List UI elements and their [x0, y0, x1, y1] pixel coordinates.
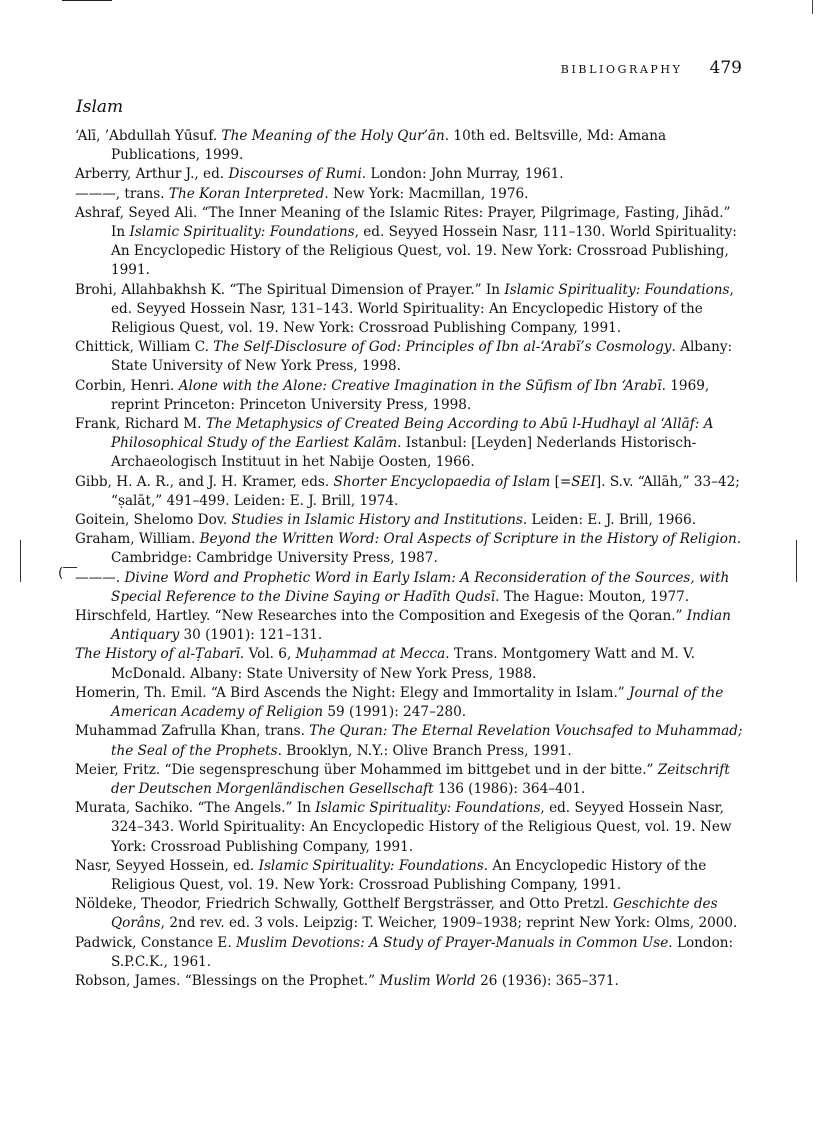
entry-text: . Leiden: E. J. Brill, 1966.	[522, 512, 697, 529]
left-crop-mark	[20, 540, 21, 582]
entry-text: , ed. Seyyed Hossein Nasr, 324–343. World Spirituality: An Encyclopedic History of the Religious Quest, vol. 19. New York: Crossroad Publishing Company, 1991.	[111, 800, 732, 855]
entry-text: , 2nd rev. ed. 3 vols. Leipzig: T. Weicher, 1909–1938; reprint New York: Olms, 2000.	[160, 915, 738, 932]
entry-title-italic: The Meaning of the Holy Qur’ān	[221, 128, 445, 144]
bibliography-entry	[75, 511, 743, 530]
entry-text: Padwick, Constance E.	[75, 934, 237, 951]
bibliography-list	[75, 127, 743, 991]
entry-text: Meier, Fritz. “Die segenspreschung über Mohammed im bittgebet und in der bitte.”	[75, 761, 658, 778]
entry-title-italic: The Self-Disclosure of God: Principles of Ibn al-‘Arabī’s Cosmology	[213, 339, 672, 356]
entry-text: . 10th ed. Beltsville, Md: Amana Publications, 1999.	[111, 128, 667, 164]
scan-artifact: (‾‾	[58, 565, 77, 581]
bibliography-entry	[75, 338, 743, 376]
entry-text: . Vol. 6,	[239, 646, 296, 663]
bibliography-entry	[75, 799, 743, 857]
bibliography-entry	[75, 645, 743, 683]
bibliography-entry	[75, 722, 743, 760]
entry-text: . Cambridge: Cambridge University Press, 1987.	[111, 531, 742, 567]
entry-title-italic: SEI	[571, 473, 596, 490]
entry-text: ‘Alī, ’Abdullah Yūsuf.	[75, 128, 222, 144]
entry-title-italic: Islamic Spirituality: Foundations	[315, 800, 541, 817]
entry-title-italic: Indian Antiquary	[111, 608, 731, 644]
entry-text: Hirschfeld, Hartley. “New Researches into the Composition and Exegesis of the Qoran.”	[75, 608, 687, 625]
bibliography-entry	[75, 530, 743, 568]
entry-text: 59 (1991): 247–280.	[323, 704, 467, 721]
entry-text: 26 (1936): 365–371.	[475, 972, 619, 989]
entry-text: Muhammad Zafrulla Khan, trans.	[75, 723, 310, 740]
entry-text: Robson, James. “Blessings on the Prophet.”	[75, 972, 380, 989]
entry-text: ———, trans.	[75, 185, 169, 202]
bibliography-entry	[75, 857, 743, 895]
entry-text: Gibb, H. A. R., and J. H. Kramer, eds.	[75, 473, 334, 490]
entry-title-italic: Zeitschrift der Deutschen Morgenländischen Gesellschaft	[111, 761, 730, 797]
entry-text: Nöldeke, Theodor, Friedrich Schwally, Gotthelf Bergsträsser, and Otto Pretzl.	[75, 896, 614, 913]
bibliography-entry	[75, 895, 743, 933]
entry-text: Homerin, Th. Emil. “A Bird Ascends the Night: Elegy and Immortality in Islam.”	[75, 684, 630, 701]
bibliography-entry	[75, 281, 743, 339]
entry-text: . Istanbul: [Leyden] Nederlands Historisch-Archaeologisch Instituut in het Nabije Oosten, 1966.	[111, 435, 697, 471]
entry-text: , ed. Seyyed Hossein Nasr, 131–143. World Spirituality: An Encyclopedic History of the Religious Quest, vol. 19. New York: Crossroad Publishing Company, 1991.	[111, 281, 734, 337]
entry-text: . An Encyclopedic History of the Religious Quest, vol. 19. New York: Crossroad Publishing Company, 1991.	[111, 857, 707, 893]
running-header	[75, 58, 742, 78]
entry-text: . Brooklyn, N.Y.: Olive Branch Press, 1991.	[277, 742, 572, 759]
entry-title-italic: Journal of the American Academy of Religion	[111, 684, 724, 721]
bibliography-entry	[75, 473, 743, 511]
bibliography-entry	[75, 185, 743, 204]
entry-text: Arberry, Arthur J., ed.	[75, 166, 229, 183]
bibliography-entry	[75, 377, 743, 415]
entry-text: Goitein, Shelomo Dov.	[75, 512, 232, 529]
right-crop-mark	[796, 540, 797, 582]
entry-text: . Trans. Montgomery Watt and M. V. McDonald. Albany: State University of New York Press, 1988.	[111, 646, 695, 682]
entry-text: [=	[550, 473, 572, 490]
entry-title-italic: Alone with the Alone: Creative Imagination in the Sūfism of Ibn ‘Arabī	[178, 377, 662, 394]
entry-title-italic: Divine Word and Prophetic Word in Early Islam: A Reconsideration of the Sources, with Special Reference to the Divine Saying or Hadīth Qudsī	[111, 569, 730, 605]
entry-text: . The Hague: Mouton, 1977.	[495, 588, 690, 605]
entry-text: . London: S.P.C.K., 1961.	[111, 934, 734, 970]
bibliography-entry	[75, 972, 743, 991]
entry-title-italic: Muḥammad at Mecca	[295, 646, 446, 663]
entry-title-italic: Muslim World	[379, 972, 476, 989]
entry-text: Ashraf, Seyed Ali. “The Inner Meaning of the Islamic Rites: Prayer, Pilgrimage, Fasting, Jihād.” In	[75, 204, 731, 241]
entry-text: 136 (1986): 364–401.	[433, 780, 586, 797]
edge-rule	[812, 0, 813, 14]
entry-text: ]. S.v. “Allāh,” 33–42; “ṣalāt,” 491–499. Leiden: E. J. Brill, 1974.	[111, 473, 740, 509]
bibliography-entry	[75, 204, 743, 281]
entry-text: 30 (1901): 121–131.	[179, 627, 323, 644]
entry-text: Graham, William.	[75, 531, 200, 548]
entry-title-italic: Muslim Devotions: A Study of Prayer-Manuals in Common Use	[236, 934, 669, 951]
section-title: Islam	[76, 97, 124, 117]
bibliography-entry	[75, 684, 743, 722]
entry-title-italic: Shorter Encyclopaedia of Islam	[333, 473, 551, 490]
entry-text: . New York: Macmillan, 1976.	[324, 185, 529, 202]
entry-text: Frank, Richard M.	[75, 416, 206, 433]
entry-title-italic: Islamic Spirituality: Foundations	[258, 857, 484, 874]
entry-title-italic: Geschichte des Qorâns	[111, 896, 718, 932]
bibliography-entry	[75, 415, 743, 473]
entry-text: Chittick, William C.	[75, 339, 214, 356]
entry-title-italic: Studies in Islamic History and Institutions	[231, 512, 523, 529]
entry-text: Murata, Sachiko. “The Angels.” In	[75, 800, 316, 817]
bibliography-entry	[75, 934, 743, 972]
running-title: BIBLIOGRAPHY	[560, 63, 683, 76]
entry-title-italic: Islamic Spirituality: Foundations	[129, 224, 355, 241]
entry-text: , ed. Seyyed Hossein Nasr, 111–130. World Spirituality: An Encyclopedic History of the Religious Quest, vol. 19. New York: Crossroad Publishing, 1991.	[111, 224, 737, 279]
top-rule	[62, 0, 112, 1]
entry-title-italic: The Metaphysics of Created Being According to Abū l-Hudhayl al ‘Allāf: A Philosophical Study of the Earliest Kalām	[111, 416, 714, 452]
entry-text: ———.	[75, 569, 125, 586]
bibliography-entry	[75, 607, 743, 645]
entry-title-italic: The History of al-Ṭabarī	[75, 646, 240, 663]
bibliography-entry	[75, 127, 743, 165]
entry-title-italic: Beyond the Written Word: Oral Aspects of Scripture in the History of Religion	[199, 531, 737, 548]
entry-text: Corbin, Henri.	[75, 377, 179, 394]
entry-text: . 1969, reprint Princeton: Princeton University Press, 1998.	[111, 377, 710, 413]
page-number: 479	[709, 58, 742, 78]
entry-title-italic: The Koran Interpreted	[168, 185, 325, 202]
entry-title-italic: Discourses of Rumi	[228, 166, 362, 183]
entry-text: Brohi, Allahbakhsh K. “The Spiritual Dimension of Prayer.” In	[75, 281, 505, 298]
entry-title-italic: Islamic Spirituality: Foundations	[504, 281, 730, 298]
bibliography-entry	[75, 165, 743, 184]
bibliography-entry	[75, 569, 743, 607]
entry-text: . London: John Murray, 1961.	[361, 166, 564, 183]
entry-title-italic: The Quran: The Eternal Revelation Vouchsafed to Muhammad; the Seal of the Prophets	[111, 723, 743, 759]
entry-text: . Albany: State University of New York Press, 1998.	[111, 339, 733, 375]
bibliography-entry	[75, 761, 743, 799]
entry-text: Nasr, Seyyed Hossein, ed.	[75, 857, 259, 874]
